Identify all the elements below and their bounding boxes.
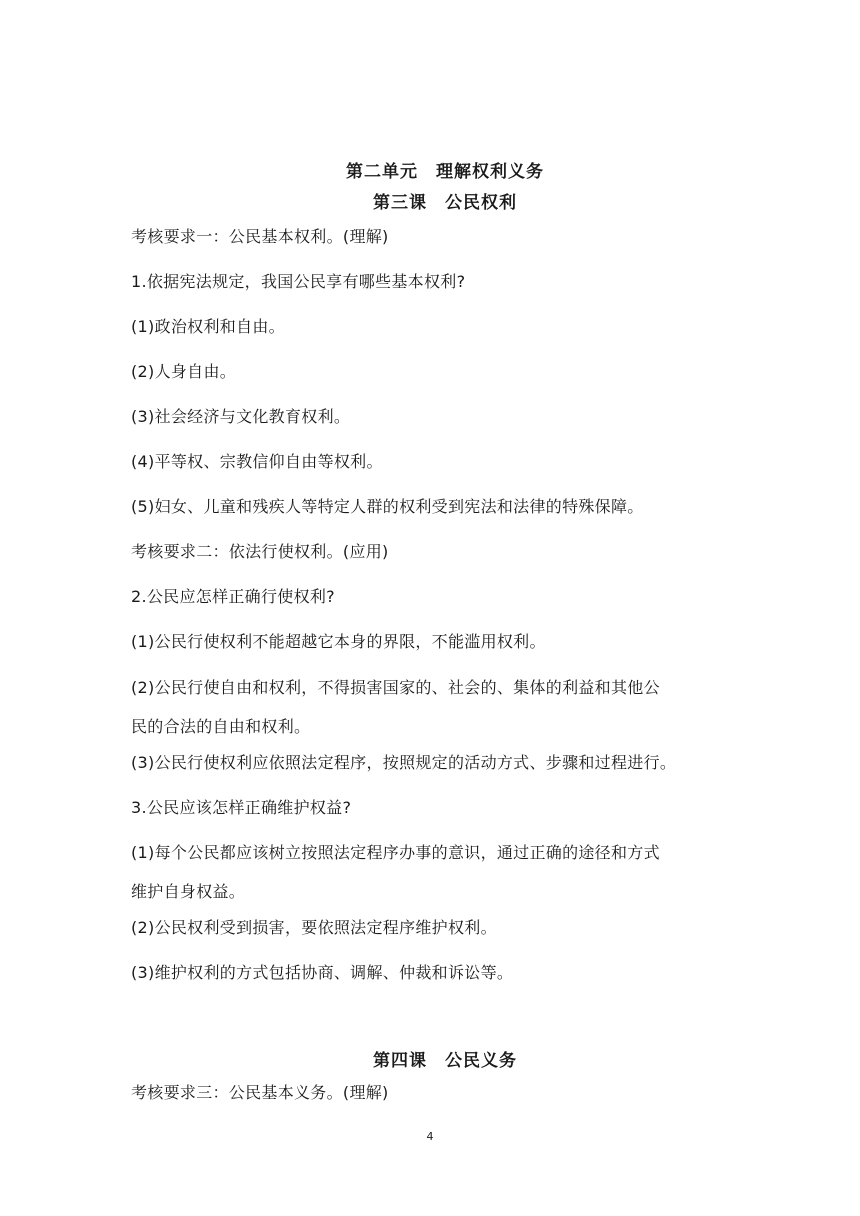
text-line: (1)每个公民都应该树立按照法定程序办事的意识，通过正确的途径和方式 — [131, 843, 660, 862]
text-line: (2)公民行使自由和权利，不得损害国家的、社会的、集体的利益和其他公 — [131, 678, 660, 697]
text-line: (3)社会经济与文化教育权利。 — [131, 407, 351, 426]
unit-title: 第二单元 理解权利义务 — [346, 162, 544, 182]
text-line: 2.公民应怎样正确行使权利? — [131, 587, 335, 606]
text-line: 3.公民应该怎样正确维护权益? — [131, 798, 352, 817]
lesson4-title: 第四课 公民义务 — [373, 1051, 517, 1071]
text-line: (1)公民行使权利不能超越它本身的界限，不能滥用权利。 — [131, 632, 546, 651]
text-line: 考核要求二：依法行使权利。(应用) — [131, 542, 389, 561]
text-line: (3)公民行使权利应依照法定程序，按照规定的活动方式、步骤和过程进行。 — [131, 753, 677, 772]
text-line: 1.依据宪法规定，我国公民享有哪些基本权利? — [131, 272, 466, 291]
text-line: 考核要求一：公民基本权利。(理解) — [131, 227, 389, 246]
text-line: (1)政治权利和自由。 — [131, 317, 285, 336]
text-line: 维护自身权益。 — [131, 882, 246, 901]
text-line: 民的合法的自由和权利。 — [131, 717, 311, 736]
text-line: 考核要求三：公民基本义务。(理解) — [131, 1083, 389, 1102]
text-line: (2)公民权利受到损害，要依照法定程序维护权利。 — [131, 918, 497, 937]
text-line: (3)维护权利的方式包括协商、调解、仲裁和诉讼等。 — [131, 963, 514, 982]
text-line: (2)人身自由。 — [131, 362, 237, 381]
text-line: (5)妇女、儿童和残疾人等特定人群的权利受到宪法和法律的特殊保障。 — [131, 497, 644, 516]
lesson3-title: 第三课 公民权利 — [373, 193, 517, 213]
page-number: 4 — [426, 1130, 434, 1143]
text-line: (4)平等权、宗教信仰自由等权利。 — [131, 452, 383, 471]
